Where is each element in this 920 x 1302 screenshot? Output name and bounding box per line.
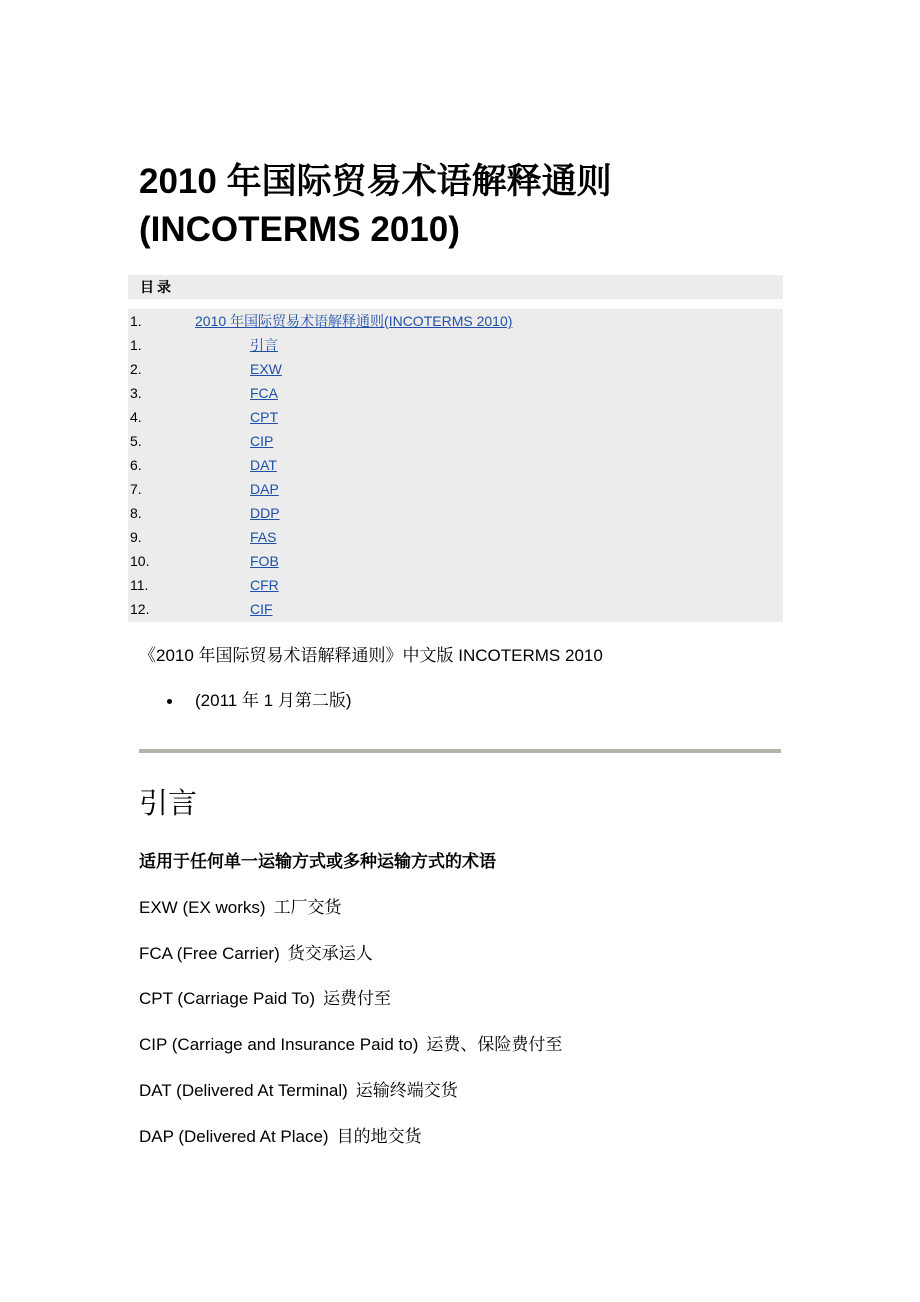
- term-chinese: 货交承运人: [287, 944, 373, 963]
- page-title-line1: 2010 年国际贸易术语解释通则: [139, 162, 612, 201]
- toc-link-dat[interactable]: DAT: [250, 457, 277, 473]
- toc-row: [128, 405, 783, 429]
- toc-link-intro[interactable]: 引言: [250, 337, 278, 353]
- term-line-dap: [139, 1126, 422, 1148]
- document-subtitle: 《2010 年国际贸易术语解释通则》中文版 INCOTERMS 2010: [139, 646, 603, 665]
- toc-number: 12.: [130, 601, 150, 617]
- section-heading-intro: 引言: [139, 788, 198, 820]
- term-chinese: 运费、保险费付至: [426, 1035, 563, 1054]
- toc-number: 4.: [130, 409, 142, 425]
- toc-link-dap[interactable]: DAP: [250, 481, 279, 497]
- term-line-cip: [139, 1034, 562, 1056]
- toc-link-fas[interactable]: FAS: [250, 529, 277, 545]
- toc-header: [128, 275, 783, 299]
- page-title: [139, 158, 819, 254]
- toc-row: [128, 429, 783, 453]
- toc-link-ddp[interactable]: DDP: [250, 505, 280, 521]
- term-english: CIP (Carriage and Insurance Paid to): [139, 1035, 419, 1054]
- toc-number: 6.: [130, 457, 142, 473]
- toc-row: [128, 501, 783, 525]
- toc-link-cif[interactable]: CIF: [250, 601, 273, 617]
- toc-row: [128, 573, 783, 597]
- toc-link-cfr[interactable]: CFR: [250, 577, 279, 593]
- table-of-contents: [128, 309, 783, 622]
- toc-row: [128, 525, 783, 549]
- toc-number: 11.: [130, 577, 149, 593]
- term-line-dat: [139, 1080, 458, 1102]
- term-line-exw: [139, 897, 342, 919]
- term-english: FCA (Free Carrier): [139, 944, 280, 963]
- toc-number: 8.: [130, 505, 142, 521]
- term-english: DAT (Delivered At Terminal): [139, 1081, 348, 1100]
- toc-row: [128, 549, 783, 573]
- toc-number: 10.: [130, 553, 150, 569]
- toc-number: 1.: [130, 337, 142, 353]
- toc-number: 1.: [130, 313, 142, 329]
- toc-number: 9.: [130, 529, 142, 545]
- term-chinese: 运费付至: [323, 989, 392, 1008]
- term-chinese: 目的地交货: [336, 1127, 422, 1146]
- term-chinese: 工厂交货: [273, 898, 342, 917]
- term-line-cpt: [139, 988, 391, 1010]
- edition-text: (2011 年 1 月第二版): [195, 691, 352, 710]
- toc-row: [128, 597, 783, 621]
- toc-number: 5.: [130, 433, 142, 449]
- toc-number: 2.: [130, 361, 142, 377]
- term-chinese: 运输终端交货: [355, 1081, 458, 1100]
- section-subheading: 适用于任何单一运输方式或多种运输方式的术语: [139, 852, 496, 871]
- toc-row: [128, 357, 783, 381]
- bullet-dot-icon: [167, 699, 172, 704]
- toc-header-label: 目录: [140, 279, 174, 295]
- toc-link-title[interactable]: 2010 年国际贸易术语解释通则(INCOTERMS 2010): [195, 313, 513, 329]
- toc-link-fca[interactable]: FCA: [250, 385, 278, 401]
- page-title-line2: (INCOTERMS 2010): [139, 210, 460, 249]
- toc-number: 3.: [130, 385, 142, 401]
- toc-row: [128, 381, 783, 405]
- toc-row: [128, 453, 783, 477]
- toc-link-exw[interactable]: EXW: [250, 361, 282, 377]
- toc-number: 7.: [130, 481, 142, 497]
- toc-row: [128, 333, 783, 357]
- toc-link-cpt[interactable]: CPT: [250, 409, 278, 425]
- toc-link-cip[interactable]: CIP: [250, 433, 274, 449]
- section-divider: [139, 749, 781, 753]
- toc-row: [128, 477, 783, 501]
- term-english: CPT (Carriage Paid To): [139, 989, 316, 1008]
- toc-row: [128, 309, 783, 333]
- toc-link-fob[interactable]: FOB: [250, 553, 279, 569]
- term-english: DAP (Delivered At Place): [139, 1127, 329, 1146]
- term-line-fca: [139, 943, 373, 965]
- term-english: EXW (EX works): [139, 898, 266, 917]
